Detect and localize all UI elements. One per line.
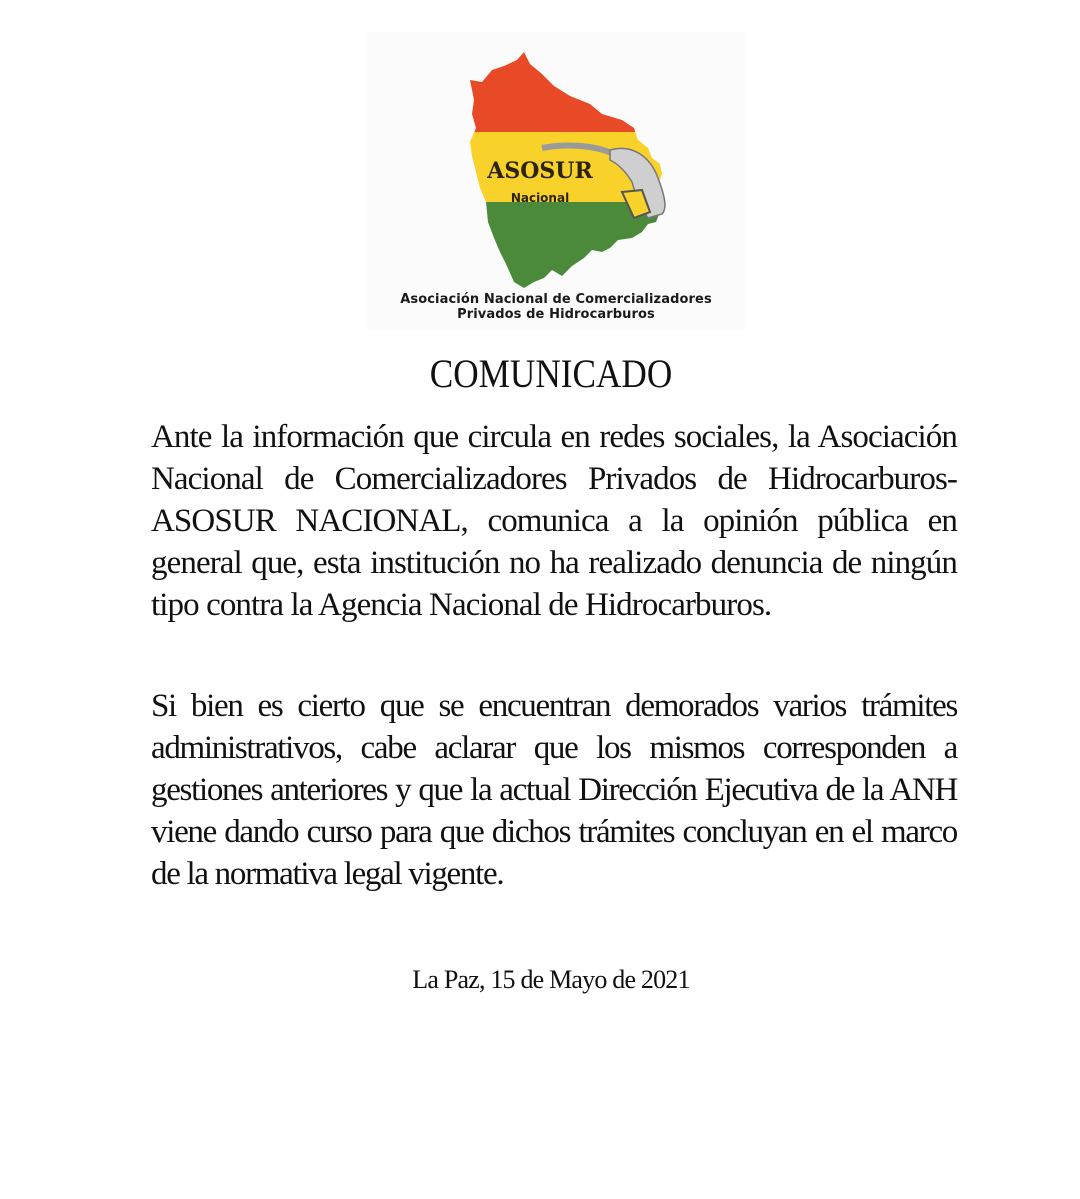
logo-name: ASOSUR: [487, 158, 593, 184]
paragraph-2: Si bien es cierto que se encuentran demorados varios trámites administrativos, cabe aclarar que los mismos corresponden a gestiones anteriores y que la actual Dirección Ejecutiva de la ANH viene dando curso para que dichos trámites concluyan en el marco de la normativa legal vigente.: [151, 688, 957, 892]
bolivia-map-logo-icon: [462, 52, 677, 297]
svg-text:Nacional: Nacional: [510, 191, 570, 205]
logo-caption: [367, 292, 745, 322]
organization-logo: [367, 32, 745, 330]
logo-caption-line2: Privados de Hidrocarburos: [457, 307, 655, 322]
logo-caption-line1: Asociación Nacional de Comercializadores: [400, 292, 712, 307]
date-line: La Paz, 15 de Mayo de 2021: [412, 965, 690, 994]
paragraph-1: Ante la información que circula en redes sociales, la Asociación Nacional de Comercializadores Privados de Hidrocarburos-ASOSUR NACIONAL, comunica a la opinión pública en general que, esta institución no ha realizado denuncia de ningún tipo contra la Agencia Nacional de Hidrocarburos.: [151, 419, 957, 623]
document-title: COMUNICADO: [429, 351, 673, 396]
